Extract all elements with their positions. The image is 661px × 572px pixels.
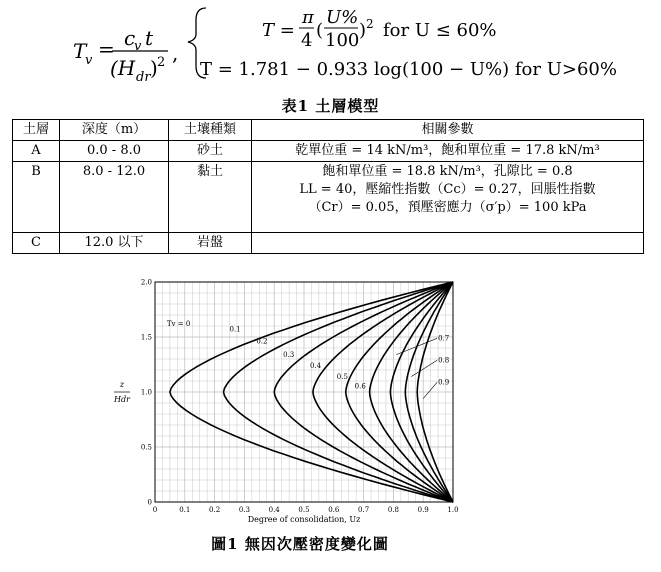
table-row (13, 162, 644, 233)
curve-label-leader (396, 338, 437, 354)
x-tick-label: 0.5 (298, 506, 310, 514)
case1-pi: π (302, 7, 314, 28)
curve-label: 0.2 (256, 337, 268, 346)
formula-comma: , (172, 41, 179, 65)
cell-layer: B (13, 162, 60, 233)
x-tick-label: 0.2 (209, 506, 221, 514)
x-tick-label: 1.0 (447, 506, 459, 514)
cell-params (252, 141, 644, 162)
y-tick-label: 1.0 (140, 388, 152, 397)
cell-depth: 0.0 - 8.0 (60, 141, 169, 162)
case2-formula: T = 1.781 − 0.933 log(100 − U%) for U>60% (200, 59, 617, 80)
formula-eq: = (98, 37, 115, 61)
x-tick-label: 0.4 (268, 506, 280, 514)
case1-exp: 2 (366, 17, 374, 31)
curve-label: 0.5 (336, 372, 348, 381)
curve-label: Tv = 0 (166, 320, 191, 328)
x-tick-label: 0.8 (387, 506, 399, 514)
param-line: （Cr）= 0.05，預壓密應力（σ′p）= 100 kPa (308, 200, 587, 215)
consolidation-formula (0, 0, 661, 92)
formula-num-t: t (145, 26, 154, 50)
formula-den-sub: dr (136, 70, 151, 85)
curve-label: 0.7 (438, 334, 450, 343)
formula-num: c (124, 26, 136, 50)
header-soil-type: 土壤種類 (169, 120, 252, 141)
curve-label: 0.9 (438, 378, 450, 387)
curve-label: 0.4 (309, 361, 322, 370)
x-tick-label: 0.7 (358, 506, 370, 514)
cell-params (252, 233, 644, 254)
cell-type: 黏土 (169, 162, 252, 233)
param-line: LL = 40，壓縮性指數（Cc）= 0.27，回脹性指數 (299, 182, 596, 197)
x-tick-label: 0.1 (179, 506, 191, 514)
curve-label: 0.6 (354, 382, 366, 391)
curve-label-leader (423, 382, 437, 398)
svg-text:): ) (359, 20, 367, 41)
table-row (13, 141, 644, 162)
y-axis-label-den: Hdr (114, 395, 130, 404)
curve-label: 0.3 (283, 350, 295, 359)
formula-lhs: T (73, 39, 87, 63)
x-tick-label: 0 (152, 506, 158, 514)
y-axis-label-num: z (119, 380, 125, 389)
table-header-row (13, 120, 644, 141)
y-tick-label: 0.5 (140, 443, 152, 452)
formula-den-close: ) (150, 56, 158, 80)
curve-label-leader (411, 360, 437, 376)
cell-layer: C (13, 233, 60, 254)
x-tick-label: 0.9 (417, 506, 429, 514)
case1-four: 4 (301, 30, 313, 51)
case1-frac-num: U% (326, 7, 359, 28)
case1-condition: for U ≤ 60% (383, 20, 497, 41)
figure-caption: 圖1 無因次壓密度變化圖 (211, 535, 389, 553)
formula-den-exp: 2 (157, 55, 166, 70)
curve-label: 0.1 (229, 325, 241, 334)
y-tick-label: 1.5 (140, 333, 152, 342)
table-title: 表1 土層模型 (281, 97, 380, 115)
case1-lhs: T = (262, 20, 295, 41)
x-axis-label: Degree of consolidation, Uz (247, 515, 361, 524)
cell-depth: 12.0 以下 (60, 233, 169, 254)
y-tick-label: 2.0 (140, 278, 152, 287)
cell-type: 砂土 (169, 141, 252, 162)
cell-depth: 8.0 - 12.0 (60, 162, 169, 233)
param-line: 乾單位重 = 14 kN/m³，飽和單位重 = 17.8 kN/m³ (295, 143, 600, 158)
consolidation-chart (100, 274, 480, 536)
header-depth: 深度（m） (60, 120, 169, 141)
param-line: 飽和單位重 = 18.8 kN/m³，孔隙比 = 0.8 (322, 164, 573, 179)
soil-layer-table (12, 119, 644, 254)
header-layer: 土層 (13, 120, 60, 141)
svg-text:(: ( (316, 20, 324, 41)
header-parameters: 相關參數 (252, 120, 644, 141)
curve-label: 0.8 (438, 356, 450, 365)
cell-type: 岩盤 (169, 233, 252, 254)
y-tick-label: 0 (147, 498, 152, 507)
case1-frac-den: 100 (325, 30, 360, 51)
formula-num-sub: v (134, 39, 142, 54)
cell-params (252, 162, 644, 233)
formula-den: (H (110, 56, 136, 80)
formula-lhs-sub: v (85, 53, 93, 68)
cell-layer: A (13, 141, 60, 162)
x-tick-label: 0.6 (328, 506, 340, 514)
table-row (13, 233, 644, 254)
x-tick-label: 0.3 (238, 506, 250, 514)
